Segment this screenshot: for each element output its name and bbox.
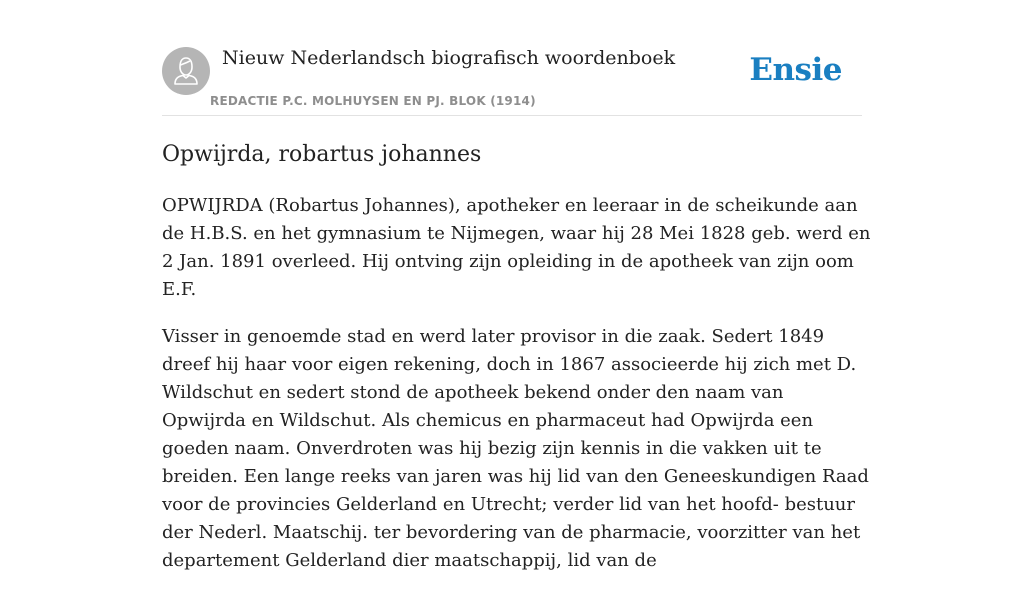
user-avatar-icon — [162, 47, 210, 95]
book-byline: REDACTIE P.C. MOLHUYSEN EN PJ. BLOK (1914) — [210, 94, 536, 108]
header — [162, 46, 862, 116]
ensie-logo[interactable]: Ensie — [749, 52, 842, 88]
entry-paragraph: OPWIJRDA (Robartus Johannes), apotheker en leeraar in de scheikunde aan de H.B.S. en het gymnasium te Nijmegen, waar hij 28 Mei 1828 geb. werd en 2 Jan. 1891 overleed. Hij ontving zijn opleiding in de apotheek van zijn oom E.F. — [162, 195, 871, 300]
entry-body — [162, 192, 872, 594]
book-title[interactable]: Nieuw Nederlandsch biografisch woordenboek — [222, 47, 676, 69]
entry-title: Opwijrda, robartus johannes — [162, 142, 482, 167]
entry-paragraph: Visser in genoemde stad en werd later provisor in die zaak. Sedert 1849 dreef hij haar voor eigen rekening, doch in 1867 associeerde hij zich met D. Wildschut en sedert stond de apotheek bekend onder den naam van Opwijrda en Wildschut. Als chemicus en pharmaceut had Opwijrda een goeden naam. Onverdroten was hij bezig zijn kennis in die vakken uit te breiden. Een lange reeks van jaren was hij lid van den Geneeskundigen Raad voor de provincies Gelderland en Utrecht; verder lid van het hoofd- bestuur der Nederl. Maatschij. ter bevordering van de pharmacie, voorzitter van het departement Gelderland dier maatschappij, lid van de — [162, 326, 869, 571]
